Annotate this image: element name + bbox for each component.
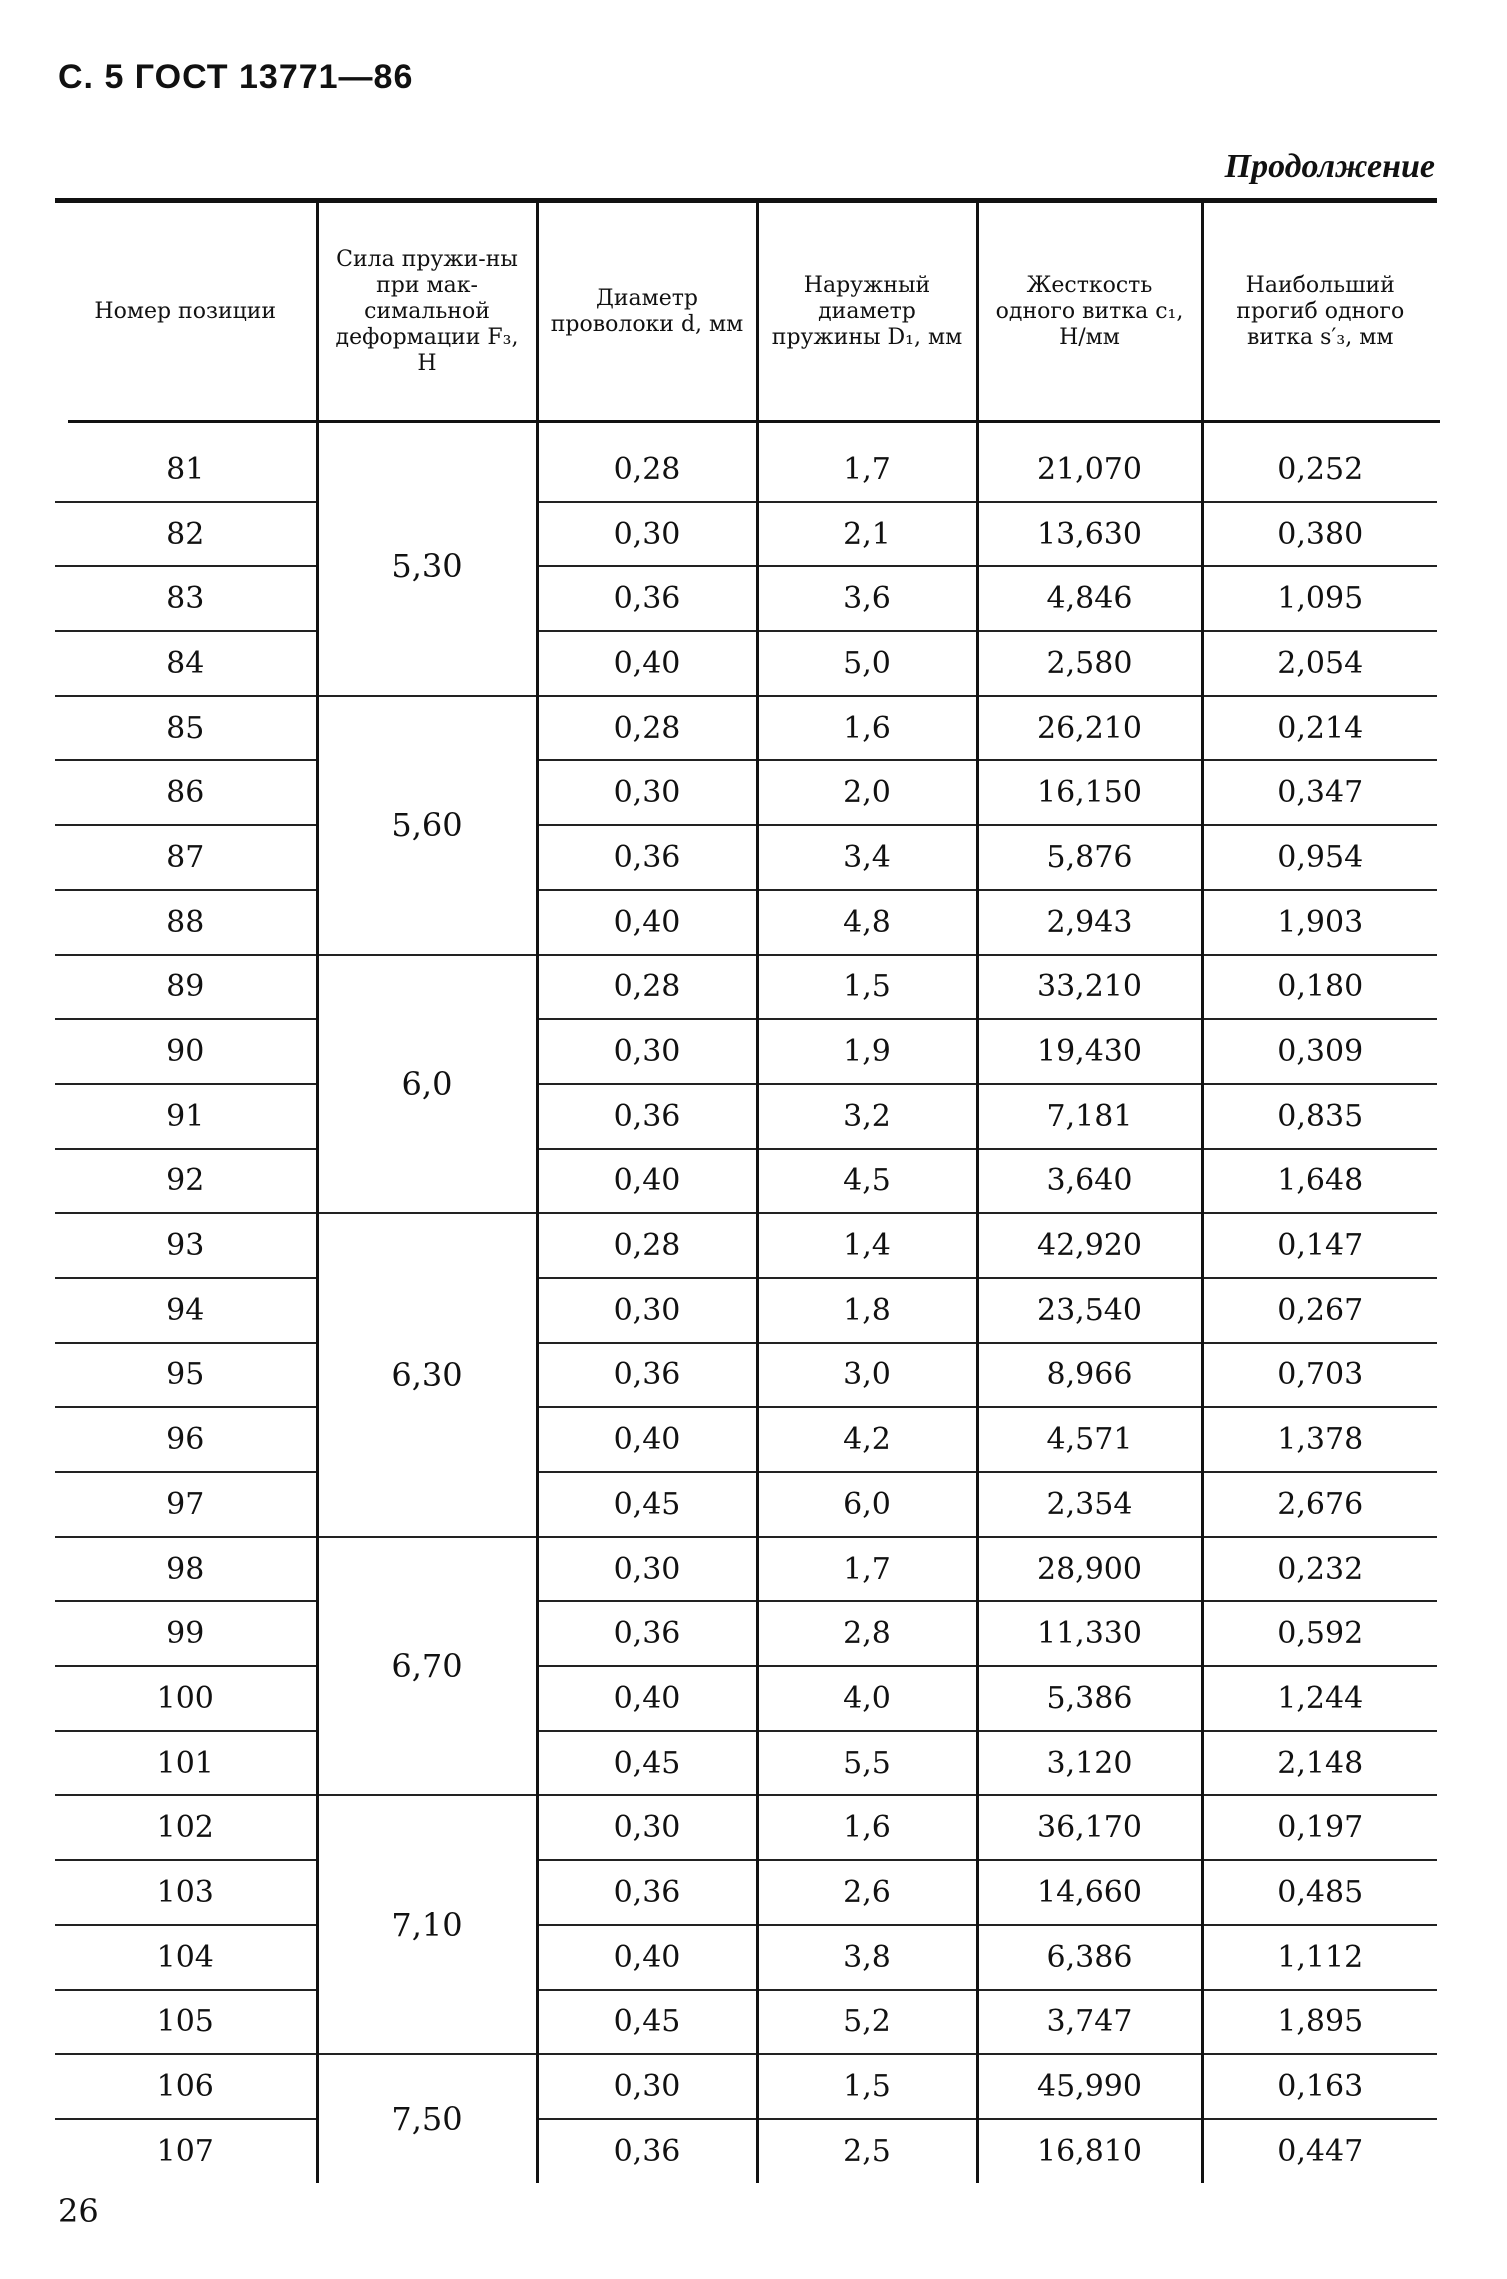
cell-max-deflection: 0,232 <box>1202 1537 1437 1602</box>
table-row <box>55 1213 1437 1278</box>
cell-outer-diameter: 1,5 <box>757 2054 977 2119</box>
cell-position-number: 92 <box>55 1149 317 1214</box>
cell-outer-diameter: 1,6 <box>757 1795 977 1860</box>
cell-wire-diameter: 0,36 <box>537 566 757 631</box>
continuation-label: Продолжение <box>1224 148 1435 185</box>
cell-max-deflection: 2,676 <box>1202 1472 1437 1537</box>
cell-coil-stiffness: 26,210 <box>977 696 1202 761</box>
cell-max-deflection: 0,954 <box>1202 825 1437 890</box>
cell-outer-diameter: 3,6 <box>757 566 977 631</box>
page-number: 26 <box>58 2192 99 2230</box>
cell-position-number: 97 <box>55 1472 317 1537</box>
cell-spring-force: 6,0 <box>317 955 537 1214</box>
cell-wire-diameter: 0,30 <box>537 2054 757 2119</box>
cell-max-deflection: 1,244 <box>1202 1666 1437 1731</box>
table-row <box>55 2119 1437 2183</box>
cell-outer-diameter: 1,9 <box>757 1019 977 1084</box>
cell-spring-force: 7,50 <box>317 2054 537 2182</box>
cell-coil-stiffness: 13,630 <box>977 502 1202 567</box>
cell-max-deflection: 0,267 <box>1202 1278 1437 1343</box>
cell-coil-stiffness: 3,747 <box>977 1990 1202 2055</box>
cell-coil-stiffness: 16,810 <box>977 2119 1202 2183</box>
cell-wire-diameter: 0,40 <box>537 1925 757 1990</box>
cell-position-number: 91 <box>55 1084 317 1149</box>
cell-position-number: 103 <box>55 1860 317 1925</box>
cell-max-deflection: 0,835 <box>1202 1084 1437 1149</box>
cell-coil-stiffness: 4,846 <box>977 566 1202 631</box>
cell-max-deflection: 0,252 <box>1202 420 1437 502</box>
cell-wire-diameter: 0,30 <box>537 1795 757 1860</box>
cell-max-deflection: 0,180 <box>1202 955 1437 1020</box>
cell-outer-diameter: 1,4 <box>757 1213 977 1278</box>
cell-position-number: 100 <box>55 1666 317 1731</box>
cell-coil-stiffness: 19,430 <box>977 1019 1202 1084</box>
cell-position-number: 104 <box>55 1925 317 1990</box>
table-row <box>55 1925 1437 1990</box>
cell-position-number: 94 <box>55 1278 317 1343</box>
cell-spring-force: 5,60 <box>317 696 537 955</box>
cell-wire-diameter: 0,30 <box>537 760 757 825</box>
table-row <box>55 1084 1437 1149</box>
header-position-number: Номер позиции <box>94 298 277 324</box>
header-max-deflection: Наибольший прогиб одного витка s′₃, мм <box>1202 203 1437 420</box>
cell-position-number: 102 <box>55 1795 317 1860</box>
cell-position-number: 86 <box>55 760 317 825</box>
cell-outer-diameter: 6,0 <box>757 1472 977 1537</box>
cell-max-deflection: 0,380 <box>1202 502 1437 567</box>
cell-max-deflection: 0,163 <box>1202 2054 1437 2119</box>
cell-position-number: 101 <box>55 1731 317 1796</box>
header-coil-stiffness: Жесткость одного витка c₁, Н/мм <box>977 203 1202 420</box>
cell-wire-diameter: 0,40 <box>537 1407 757 1472</box>
cell-position-number: 95 <box>55 1343 317 1408</box>
table-header-rule <box>68 420 1440 423</box>
cell-coil-stiffness: 23,540 <box>977 1278 1202 1343</box>
cell-position-number: 96 <box>55 1407 317 1472</box>
cell-max-deflection: 0,147 <box>1202 1213 1437 1278</box>
table-row <box>55 502 1437 567</box>
table-row <box>55 631 1437 696</box>
cell-max-deflection: 2,054 <box>1202 631 1437 696</box>
cell-max-deflection: 0,703 <box>1202 1343 1437 1408</box>
cell-wire-diameter: 0,28 <box>537 1213 757 1278</box>
header-wire-diameter: Диаметр проволоки d, мм <box>537 203 757 420</box>
cell-outer-diameter: 1,6 <box>757 696 977 761</box>
cell-position-number: 85 <box>55 696 317 761</box>
document-header: С. 5 ГОСТ 13771—86 <box>58 58 414 96</box>
cell-wire-diameter: 0,40 <box>537 890 757 955</box>
cell-outer-diameter: 3,8 <box>757 1925 977 1990</box>
cell-wire-diameter: 0,30 <box>537 502 757 567</box>
cell-outer-diameter: 4,0 <box>757 1666 977 1731</box>
cell-wire-diameter: 0,45 <box>537 1472 757 1537</box>
cell-wire-diameter: 0,45 <box>537 1731 757 1796</box>
cell-max-deflection: 1,648 <box>1202 1149 1437 1214</box>
table-row <box>55 566 1437 631</box>
cell-wire-diameter: 0,40 <box>537 631 757 696</box>
table-row <box>55 1666 1437 1731</box>
cell-coil-stiffness: 16,150 <box>977 760 1202 825</box>
cell-outer-diameter: 1,7 <box>757 1537 977 1602</box>
cell-position-number: 87 <box>55 825 317 890</box>
cell-max-deflection: 1,895 <box>1202 1990 1437 2055</box>
cell-wire-diameter: 0,36 <box>537 1343 757 1408</box>
table-row <box>55 890 1437 955</box>
cell-max-deflection: 1,112 <box>1202 1925 1437 1990</box>
spring-table <box>55 203 1437 2183</box>
cell-outer-diameter: 5,0 <box>757 631 977 696</box>
cell-coil-stiffness: 6,386 <box>977 1925 1202 1990</box>
cell-max-deflection: 0,309 <box>1202 1019 1437 1084</box>
cell-outer-diameter: 2,1 <box>757 502 977 567</box>
cell-max-deflection: 1,095 <box>1202 566 1437 631</box>
cell-wire-diameter: 0,30 <box>537 1019 757 1084</box>
cell-outer-diameter: 4,2 <box>757 1407 977 1472</box>
cell-wire-diameter: 0,28 <box>537 955 757 1020</box>
cell-wire-diameter: 0,36 <box>537 1601 757 1666</box>
cell-wire-diameter: 0,28 <box>537 420 757 502</box>
cell-wire-diameter: 0,45 <box>537 1990 757 2055</box>
table-row <box>55 1343 1437 1408</box>
cell-wire-diameter: 0,36 <box>537 1084 757 1149</box>
cell-wire-diameter: 0,40 <box>537 1666 757 1731</box>
cell-max-deflection: 1,378 <box>1202 1407 1437 1472</box>
cell-coil-stiffness: 5,386 <box>977 1666 1202 1731</box>
header-outer-diameter: Наружный диаметр пружины D₁, мм <box>757 203 977 420</box>
cell-coil-stiffness: 45,990 <box>977 2054 1202 2119</box>
table-row <box>55 1149 1437 1214</box>
cell-coil-stiffness: 3,120 <box>977 1731 1202 1796</box>
cell-outer-diameter: 4,8 <box>757 890 977 955</box>
cell-wire-diameter: 0,40 <box>537 1149 757 1214</box>
cell-outer-diameter: 3,2 <box>757 1084 977 1149</box>
table-row <box>55 1472 1437 1537</box>
header-spring-force: Сила пружи-ны при мак-симальной деформации F₃, Н <box>317 203 537 420</box>
table-row <box>55 825 1437 890</box>
cell-wire-diameter: 0,30 <box>537 1278 757 1343</box>
cell-max-deflection: 2,148 <box>1202 1731 1437 1796</box>
cell-outer-diameter: 2,0 <box>757 760 977 825</box>
cell-max-deflection: 0,214 <box>1202 696 1437 761</box>
table-row <box>55 2054 1437 2119</box>
cell-coil-stiffness: 14,660 <box>977 1860 1202 1925</box>
cell-outer-diameter: 5,2 <box>757 1990 977 2055</box>
cell-outer-diameter: 3,0 <box>757 1343 977 1408</box>
cell-coil-stiffness: 33,210 <box>977 955 1202 1020</box>
cell-spring-force: 6,30 <box>317 1213 537 1536</box>
table-row <box>55 696 1437 761</box>
cell-wire-diameter: 0,36 <box>537 825 757 890</box>
cell-coil-stiffness: 4,571 <box>977 1407 1202 1472</box>
cell-max-deflection: 0,485 <box>1202 1860 1437 1925</box>
cell-max-deflection: 1,903 <box>1202 890 1437 955</box>
cell-outer-diameter: 2,6 <box>757 1860 977 1925</box>
cell-max-deflection: 0,197 <box>1202 1795 1437 1860</box>
table-row <box>55 420 1437 502</box>
table-row <box>55 1795 1437 1860</box>
cell-position-number: 99 <box>55 1601 317 1666</box>
table-row <box>55 1019 1437 1084</box>
cell-position-number: 84 <box>55 631 317 696</box>
table-body <box>55 420 1437 2183</box>
cell-position-number: 81 <box>55 420 317 502</box>
cell-coil-stiffness: 8,966 <box>977 1343 1202 1408</box>
cell-wire-diameter: 0,36 <box>537 2119 757 2183</box>
table-row <box>55 760 1437 825</box>
cell-coil-stiffness: 5,876 <box>977 825 1202 890</box>
table-row <box>55 1731 1437 1796</box>
cell-position-number: 90 <box>55 1019 317 1084</box>
cell-coil-stiffness: 2,580 <box>977 631 1202 696</box>
cell-outer-diameter: 2,8 <box>757 1601 977 1666</box>
cell-coil-stiffness: 21,070 <box>977 420 1202 502</box>
cell-coil-stiffness: 2,354 <box>977 1472 1202 1537</box>
cell-wire-diameter: 0,30 <box>537 1537 757 1602</box>
cell-coil-stiffness: 36,170 <box>977 1795 1202 1860</box>
table-row <box>55 1278 1437 1343</box>
table-row <box>55 955 1437 1020</box>
cell-outer-diameter: 5,5 <box>757 1731 977 1796</box>
cell-position-number: 105 <box>55 1990 317 2055</box>
cell-spring-force: 5,30 <box>317 420 537 696</box>
cell-outer-diameter: 3,4 <box>757 825 977 890</box>
cell-wire-diameter: 0,36 <box>537 1860 757 1925</box>
cell-outer-diameter: 2,5 <box>757 2119 977 2183</box>
table-header-row <box>55 203 1437 420</box>
cell-outer-diameter: 4,5 <box>757 1149 977 1214</box>
cell-outer-diameter: 1,5 <box>757 955 977 1020</box>
cell-max-deflection: 0,447 <box>1202 2119 1437 2183</box>
cell-position-number: 82 <box>55 502 317 567</box>
cell-spring-force: 7,10 <box>317 1795 537 2054</box>
table-row <box>55 1990 1437 2055</box>
cell-max-deflection: 0,347 <box>1202 760 1437 825</box>
cell-coil-stiffness: 42,920 <box>977 1213 1202 1278</box>
table-row <box>55 1601 1437 1666</box>
cell-position-number: 89 <box>55 955 317 1020</box>
cell-position-number: 106 <box>55 2054 317 2119</box>
cell-position-number: 83 <box>55 566 317 631</box>
cell-position-number: 107 <box>156 2133 214 2169</box>
cell-spring-force: 6,70 <box>317 1537 537 1796</box>
cell-outer-diameter: 1,8 <box>757 1278 977 1343</box>
table-row <box>55 1407 1437 1472</box>
cell-outer-diameter: 1,7 <box>757 420 977 502</box>
cell-coil-stiffness: 11,330 <box>977 1601 1202 1666</box>
cell-max-deflection: 0,592 <box>1202 1601 1437 1666</box>
cell-coil-stiffness: 3,640 <box>977 1149 1202 1214</box>
cell-wire-diameter: 0,28 <box>537 696 757 761</box>
table-row <box>55 1860 1437 1925</box>
cell-position-number: 88 <box>55 890 317 955</box>
cell-coil-stiffness: 2,943 <box>977 890 1202 955</box>
cell-position-number: 98 <box>55 1537 317 1602</box>
cell-position-number: 93 <box>55 1213 317 1278</box>
cell-coil-stiffness: 28,900 <box>977 1537 1202 1602</box>
cell-coil-stiffness: 7,181 <box>977 1084 1202 1149</box>
table-row <box>55 1537 1437 1602</box>
